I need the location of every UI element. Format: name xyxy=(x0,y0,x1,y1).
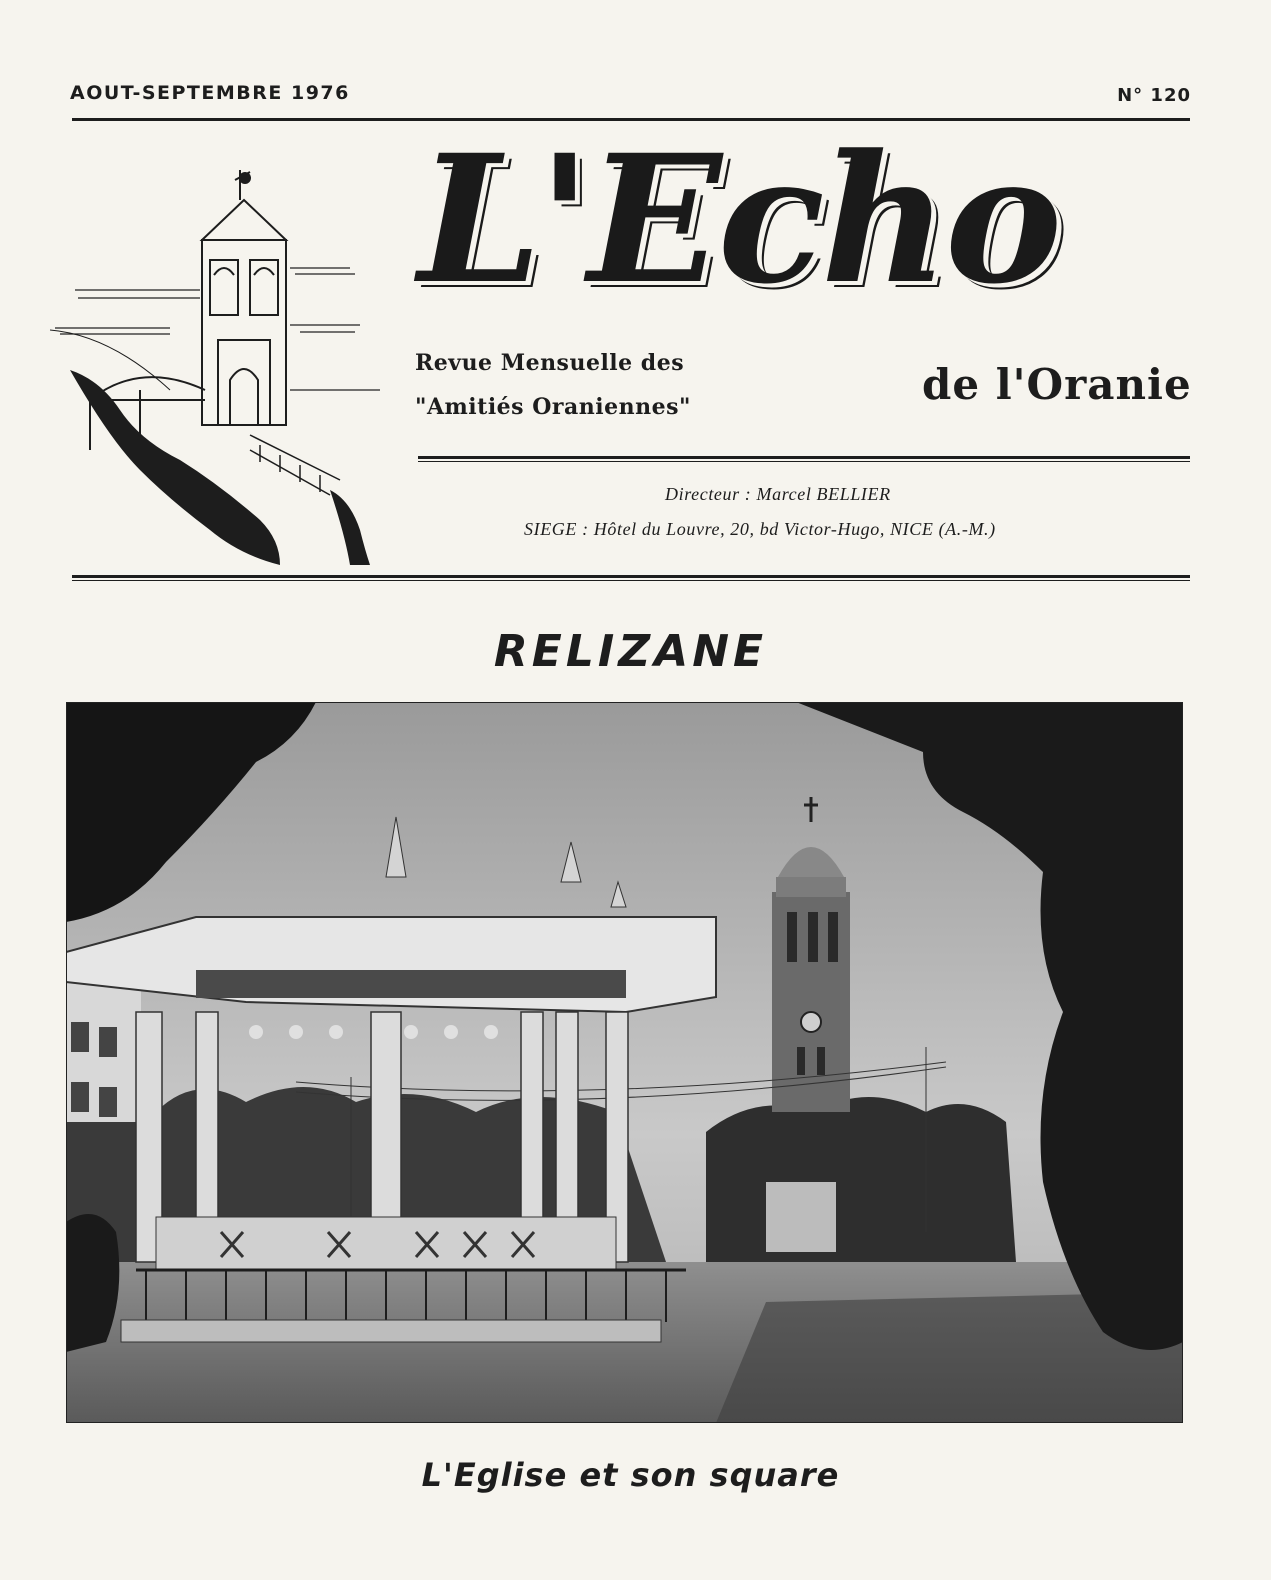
issue-number: N° 120 xyxy=(1117,85,1191,106)
issue-date: AOUT-SEPTEMBRE 1976 xyxy=(70,82,350,104)
masthead-rule xyxy=(418,456,1190,459)
siege-address: SIEGE : Hôtel du Louvre, 20, bd Victor-Hugo, NICE (A.-M.) xyxy=(524,519,996,539)
bandstand-church-photo xyxy=(66,702,1183,1423)
photo-caption: L'Eglise et son square xyxy=(421,1456,840,1494)
masthead-rule-thin xyxy=(418,461,1190,462)
header-bottom-rule xyxy=(72,575,1190,578)
church-sketch-illustration xyxy=(50,150,390,570)
masthead-title-suffix: de l'Oranie xyxy=(922,360,1192,409)
feature-headline: RELIZANE xyxy=(493,626,768,677)
masthead-subtitle-line2: "Amitiés Oraniennes" xyxy=(415,394,691,420)
director-line: Directeur : Marcel BELLIER xyxy=(665,484,891,504)
masthead-subtitle-line1: Revue Mensuelle des xyxy=(415,350,685,376)
masthead-title: L'Echo xyxy=(418,116,1059,323)
header-bottom-rule-thin xyxy=(72,580,1190,581)
